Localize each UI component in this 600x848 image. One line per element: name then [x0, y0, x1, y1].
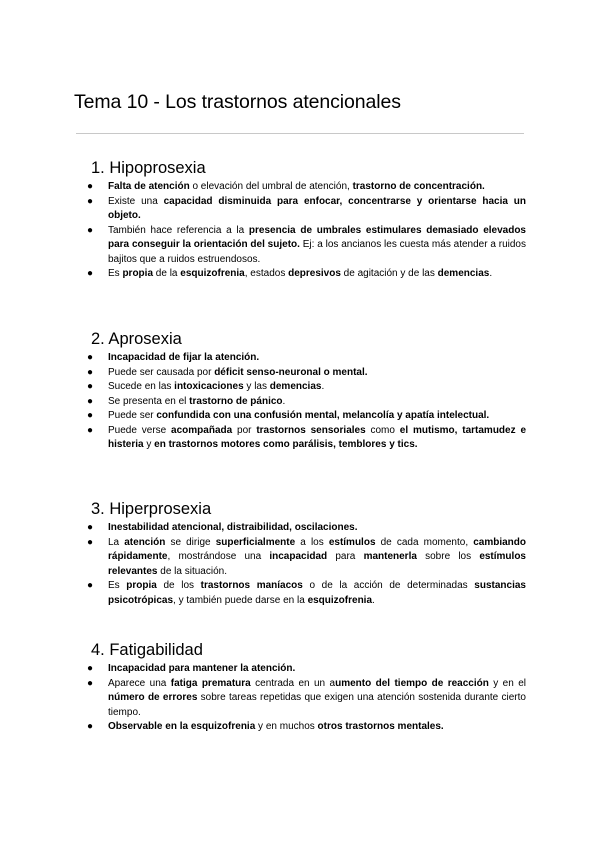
bold-text: cambiando rápidamente [108, 536, 526, 562]
bold-text: sustancias psicotrópicas [108, 580, 526, 606]
document-title: Tema 10 - Los trastornos atencionales [74, 91, 401, 113]
bullet-icon: ● [87, 352, 94, 363]
body-text: y en muchos [255, 721, 318, 732]
bold-text: fatiga prematura [170, 677, 251, 689]
body-text: Existe una [108, 195, 164, 207]
body-text: . [321, 381, 325, 392]
section-heading: 3. Hiperprosexia [91, 500, 212, 518]
bullet-list [74, 662, 526, 735]
body-text: para [327, 551, 364, 562]
body-text: de los [156, 580, 201, 591]
body-text: Puede ser causada por [108, 366, 215, 378]
section-aprosexia [74, 330, 526, 453]
section-hiperprosexia [74, 500, 526, 608]
bullet-icon: ● [87, 268, 94, 279]
bullet-icon: ● [87, 721, 94, 732]
body-text: o elevación del umbral de atención, [189, 181, 353, 192]
bold-text: atención [124, 536, 166, 548]
list-item [74, 195, 526, 224]
body-text: o de la acción de determinadas [302, 580, 475, 591]
bullet-list [74, 521, 526, 608]
bold-text: número de errores [108, 692, 198, 703]
list-item [74, 424, 526, 453]
bullet-icon: ● [87, 677, 94, 689]
body-text: También hace referencia a la [108, 224, 249, 236]
body-text: y en el [488, 677, 526, 689]
body-text: de cada momento, [375, 536, 474, 548]
bold-text: depresivos [288, 268, 341, 279]
body-text: Ej: a los ancianos les cuesta más atender a ruidos bajitos que a ruidos estruendosos. [108, 239, 526, 265]
body-text: Se presenta en el [108, 395, 190, 407]
bold-text: capacidad disminuida para enfocar, concentrarse y orientarse hacia un objeto. [108, 195, 527, 221]
bold-text: esquizofrenia [180, 268, 245, 279]
bold-text: demencias [269, 381, 322, 392]
bold-text: Incapacidad para mantener la atención. [108, 663, 296, 674]
bullet-list [74, 180, 526, 282]
section-heading: 2. Aprosexia [91, 330, 182, 348]
bullet-icon: ● [87, 536, 94, 548]
bold-text: estímulos relevantes [108, 551, 526, 577]
bold-text: esquizofrenia [307, 594, 373, 606]
body-text: . [489, 268, 493, 279]
bullet-icon: ● [87, 522, 94, 533]
list-item [74, 662, 526, 677]
bold-text: propia [126, 580, 157, 591]
bold-text: Observable en la esquizofrenia [108, 721, 256, 732]
bold-text: en trastornos motores como parálisis, temblores y tics. [154, 439, 418, 450]
body-text: de la [153, 268, 181, 279]
section-heading: 4. Fatigabilidad [91, 641, 203, 659]
body-text: de la situación. [157, 565, 227, 577]
bold-text: acompañada [171, 424, 233, 436]
list-item [74, 267, 526, 282]
body-text: por [232, 424, 257, 436]
list-item [74, 224, 526, 268]
body-text: La [108, 536, 125, 548]
list-item [74, 366, 526, 381]
bold-text: Incapacidad de fijar la atención. [108, 352, 260, 363]
bullet-icon: ● [87, 381, 94, 392]
bold-text: estímulos [328, 536, 376, 548]
bullet-icon: ● [87, 224, 94, 236]
body-text: Es [108, 580, 127, 591]
section-heading: 1. Hipoprosexia [91, 159, 206, 177]
body-text: Es [108, 268, 123, 279]
body-text: Aparece una [108, 677, 171, 689]
bullet-icon: ● [87, 395, 94, 407]
body-text: , y también puede darse en la [173, 594, 308, 606]
list-item [74, 579, 526, 608]
bold-text: propia [122, 268, 154, 279]
list-item [74, 677, 526, 721]
title-divider [76, 133, 524, 134]
list-item [74, 395, 526, 410]
list-item [74, 380, 526, 395]
bold-text: déficit senso-neuronal o mental. [214, 366, 368, 378]
body-text: Puede ser [108, 410, 157, 421]
list-item [74, 409, 526, 424]
body-text: Sucede en las [108, 381, 175, 392]
bold-text: trastorno de concentración. [352, 181, 485, 192]
bullet-icon: ● [87, 366, 94, 378]
list-item [74, 720, 526, 735]
bullet-icon: ● [87, 580, 94, 591]
body-text: . [282, 395, 286, 407]
bold-text: demencias [437, 268, 490, 279]
body-text: centrada en un a [250, 677, 336, 689]
body-text: . [372, 594, 375, 606]
body-text: de agitación y de las [340, 268, 438, 279]
bullet-icon: ● [87, 663, 94, 674]
bullet-list [74, 351, 526, 453]
bullet-icon: ● [87, 424, 94, 436]
body-text: a los [295, 536, 329, 548]
bold-text: incapacidad [269, 551, 328, 562]
body-text: se dirige [165, 536, 216, 548]
list-item [74, 521, 526, 536]
list-item [74, 536, 526, 580]
section-fatigabilidad [74, 641, 526, 735]
bold-text: Falta de atención [108, 181, 190, 192]
bold-text: intoxicaciones [174, 381, 244, 392]
bullet-icon: ● [87, 195, 94, 207]
body-text: , mostrándose una [167, 551, 270, 562]
bold-text: otros trastornos mentales. [317, 721, 444, 732]
body-text: y las [243, 381, 270, 392]
body-text: como [365, 424, 400, 436]
body-text: sobre tareas repetidas que exigen una atención sostenida durante cierto tiempo. [108, 692, 526, 718]
bullet-icon: ● [87, 410, 94, 421]
bold-text: confundida con una confusión mental, melancolía y apatía intelectual. [156, 410, 490, 421]
body-text: y [143, 439, 155, 450]
bold-text: superficialmente [215, 536, 296, 548]
bold-text: trastornos maníacos [200, 580, 303, 591]
bold-text: Inestabilidad atencional, distraibilidad, oscilaciones. [108, 522, 358, 533]
bold-text: trastorno de pánico [189, 395, 283, 407]
bold-text: el mutismo, tartamudez e histeria [108, 424, 527, 450]
bold-text: mantenerla [363, 551, 417, 562]
bullet-icon: ● [87, 181, 94, 192]
bold-text: trastornos sensoriales [256, 424, 366, 436]
section-hipoprosexia [74, 159, 526, 282]
body-text: Puede verse [108, 424, 172, 436]
list-item [74, 180, 526, 195]
body-text: , estados [244, 268, 289, 279]
body-text: sobre los [416, 551, 480, 562]
bold-text: umento del tiempo de reacción [335, 677, 489, 689]
list-item [74, 351, 526, 366]
bold-text: presencia de umbrales estimulares demasiado elevados para conseguir la orientación del sujeto. [108, 224, 526, 250]
